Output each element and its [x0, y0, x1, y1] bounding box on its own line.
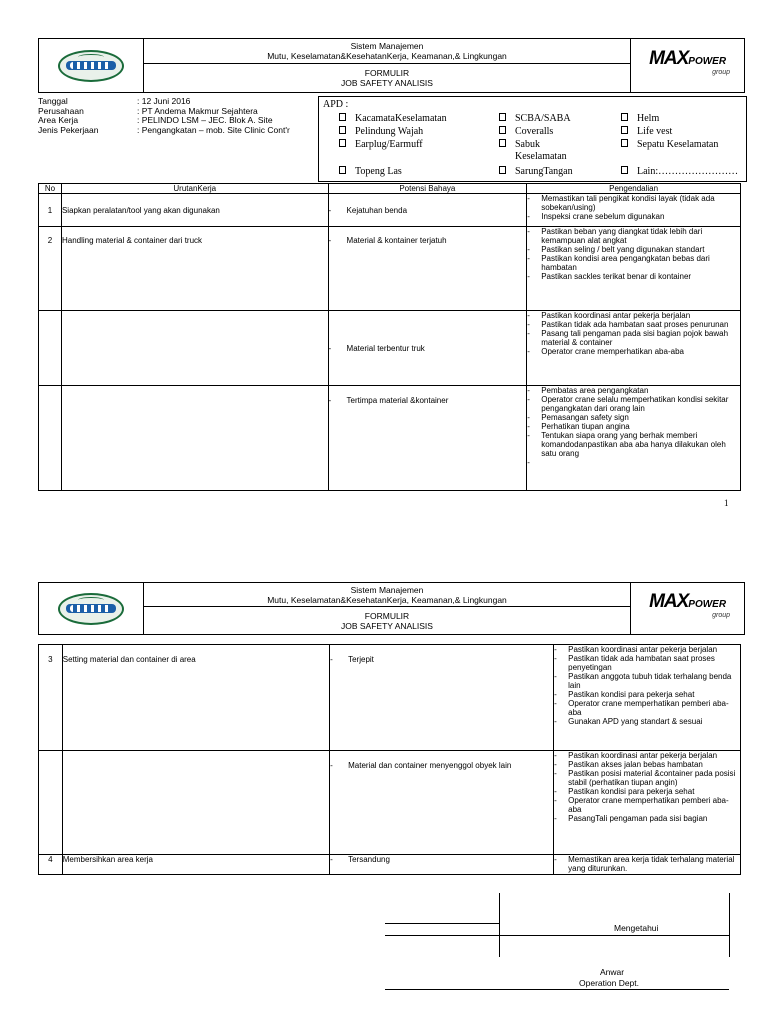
checkbox-icon[interactable] — [499, 113, 506, 121]
row-potensi: - Kejatuhan benda — [328, 194, 527, 227]
table-row — [39, 227, 741, 311]
row-pengendalian: - Memastikan area kerja tidak terhalang material yang diturunkan. — [554, 855, 741, 875]
row-potensi: - Material & kontainer terjatuh — [328, 227, 527, 311]
info-label: Perusahaan — [38, 105, 84, 116]
company-logo-icon — [58, 593, 124, 625]
info-value: : PT Andema Makmur Sejahtera — [137, 105, 258, 116]
row-no — [39, 751, 63, 855]
checkbox-icon[interactable] — [339, 139, 346, 147]
info-value: : Pengangkatan – mob. Site Clinic Cont'r — [137, 124, 290, 135]
apd-item-cont: Keselamatan — [515, 151, 567, 162]
page-number: 1 — [724, 498, 729, 508]
brand-logo-cell — [631, 39, 745, 93]
checkbox-icon[interactable] — [621, 139, 628, 147]
jsa-table-page1 — [38, 183, 741, 491]
table-row — [39, 855, 741, 875]
row-urutan: Handling material & container dari truck — [61, 227, 328, 311]
table-row — [39, 311, 741, 386]
row-urutan — [61, 311, 328, 386]
signature-line — [385, 935, 729, 936]
info-value: : 12 Juni 2016 — [137, 96, 191, 106]
row-urutan — [61, 386, 328, 491]
apd-box — [318, 96, 747, 182]
company-logo-icon — [58, 50, 124, 82]
col-pengendalian: Pengendalian — [527, 184, 741, 194]
formulir-label: FORMULIR — [364, 68, 410, 78]
apd-item: SarungTangan — [499, 166, 573, 177]
signatory-name: Anwar — [600, 967, 625, 977]
checkbox-icon[interactable] — [499, 139, 506, 147]
row-no: 2 — [39, 227, 62, 311]
row-pengendalian: - Pastikan koordinasi antar pekerja berjalan - Pastikan tidak ada hambatan saat proses penyetingan - Pastikan anggota tubuh tidak terhalang benda lain - Pastikan kondisi para pekerja sehat - Operator crane memperhatikan pemberi aba-aba - Gunakan APD yang standart & sesuai — [554, 645, 741, 751]
apd-item: Sepatu Keselamatan — [621, 139, 718, 150]
checkbox-icon[interactable] — [499, 166, 506, 174]
table-row — [39, 386, 741, 491]
system-subtitle: Mutu, Keselamatan&KesehatanKerja, Keamanan,& Lingkungan — [267, 51, 507, 61]
apd-item: SCBA/SABA — [499, 113, 571, 124]
checkbox-icon[interactable] — [621, 113, 628, 121]
apd-item: Topeng Las — [339, 166, 402, 177]
row-no: 1 — [39, 194, 62, 227]
checkbox-icon[interactable] — [621, 126, 628, 134]
table-header-row — [39, 184, 741, 194]
brand-logo-cell — [631, 583, 745, 635]
row-potensi: - Material dan container menyenggol obyek lain — [330, 751, 554, 855]
system-title-cell — [143, 39, 630, 64]
jsa-table-page2 — [38, 644, 741, 875]
row-no — [39, 386, 62, 491]
max-power-logo-icon: MAXPOWER group — [649, 590, 730, 619]
row-urutan: Setting material dan container di area — [62, 645, 329, 751]
formulir-label: FORMULIR — [364, 610, 410, 621]
row-no: 4 — [39, 855, 63, 875]
row-potensi: - Material terbentur truk — [328, 311, 527, 386]
col-potensi: Potensi Bahaya — [328, 184, 527, 194]
row-urutan: Siapkan peralatan/tool yang akan digunakan — [61, 194, 328, 227]
apd-title: APD : — [323, 99, 349, 110]
page2-header — [38, 582, 745, 635]
max-power-logo-icon: MAXPOWER group — [649, 47, 730, 76]
row-potensi: - Tersandung — [330, 855, 554, 875]
info-label: Area Kerja — [38, 115, 79, 125]
signature-divider-left — [499, 893, 500, 957]
row-pengendalian: - Memastikan tali pengikat kondisi layak (tidak ada sobekan/using) - Inspeksi crane sebelum digunakan — [527, 194, 741, 227]
checkbox-icon[interactable] — [621, 166, 628, 174]
checkbox-icon[interactable] — [339, 113, 346, 121]
row-pengendalian: - Pastikan koordinasi antar pekerja berjalan - Pastikan tidak ada hambatan saat proses penurunan - Pasang tali pengaman pada sisi bagian pojok bawah material & container - Operator crane memperhatikan aba-aba — [527, 311, 741, 386]
info-label: Jenis Pekerjaan — [38, 124, 99, 135]
apd-item: Lain:…………………… — [621, 166, 738, 177]
document-title: JOB SAFETY ANALISIS — [341, 620, 433, 631]
row-urutan: Membersihkan area kerja — [62, 855, 329, 875]
row-pengendalian: - Pastikan koordinasi antar pekerja berjalan - Pastikan akses jalan bebas hambatan - Pastikan posisi material &container pada posisi stabil (perhatikan tiupan angin) - Pastikan kondisi para pekerja sehat - Operator crane memperhatikan pemberi aba-aba - PasangTali pengaman pada sisi bagian — [554, 751, 741, 855]
col-no: No — [39, 184, 62, 194]
company-logo-cell — [39, 39, 144, 93]
row-pengendalian: - Pembatas area pengangkatan - Operator crane selalu memperhatikan kondisi sekitar pengangkatan dari orang lain - Pemasangan safety sign - Perhatikan tiupan angina - Tentukan siapa orang yang berhak memberi komandodanpastikan aba aba hanya dilakukan oleh satu orang - — [527, 386, 741, 491]
signatory-dept: Operation Dept. — [579, 978, 640, 988]
apd-item: Earplug/Earmuff — [339, 139, 423, 150]
row-potensi: - Tertimpa material &kontainer — [328, 386, 527, 491]
system-subtitle: Mutu, Keselamatan&KesehatanKerja, Keamanan,& Lingkungan — [267, 594, 507, 605]
apd-item: Coveralls — [499, 126, 553, 137]
col-urutan: UrutanKerja — [61, 184, 328, 194]
row-pengendalian: - Pastikan beban yang diangkat tidak lebih dari kemampuan alat angkat - Pastikan seling / belt yang digunakan standart - Pastikan kondisi area pengangkatan bebas dari hambatan - Pastikan sackles terikat benar di kontainer — [527, 227, 741, 311]
form-title-cell — [143, 64, 630, 93]
checkbox-icon[interactable] — [339, 126, 346, 134]
apd-item: Sabuk — [499, 139, 540, 150]
table-row — [39, 194, 741, 227]
apd-item: Helm — [621, 113, 659, 124]
row-no: 3 — [39, 645, 63, 751]
table-row — [39, 645, 741, 751]
apd-item: Life vest — [621, 126, 672, 137]
info-value: : PELINDO LSM – JEC. Blok A. Site — [137, 115, 273, 125]
checkbox-icon[interactable] — [339, 166, 346, 174]
system-title-cell — [143, 583, 630, 607]
system-title: Sistem Manajemen — [350, 584, 424, 595]
row-potensi: - Terjepit — [330, 645, 554, 751]
page1-header — [38, 38, 745, 93]
signature-line — [385, 923, 499, 924]
company-logo-cell — [39, 583, 144, 635]
row-no — [39, 311, 62, 386]
apd-item: KacamataKeselamatan — [339, 113, 447, 124]
system-title: Sistem Manajemen — [350, 41, 424, 51]
form-title-cell — [143, 607, 630, 635]
mengetahui-label: Mengetahui — [614, 923, 659, 933]
checkbox-icon[interactable] — [499, 126, 506, 134]
signature-divider-right — [729, 893, 730, 957]
info-label: Tanggal — [38, 96, 68, 106]
table-row — [39, 751, 741, 855]
signature-line — [385, 989, 729, 990]
document-title: JOB SAFETY ANALISIS — [341, 78, 433, 88]
apd-item: Pelindung Wajah — [339, 126, 423, 137]
row-urutan — [62, 751, 329, 855]
